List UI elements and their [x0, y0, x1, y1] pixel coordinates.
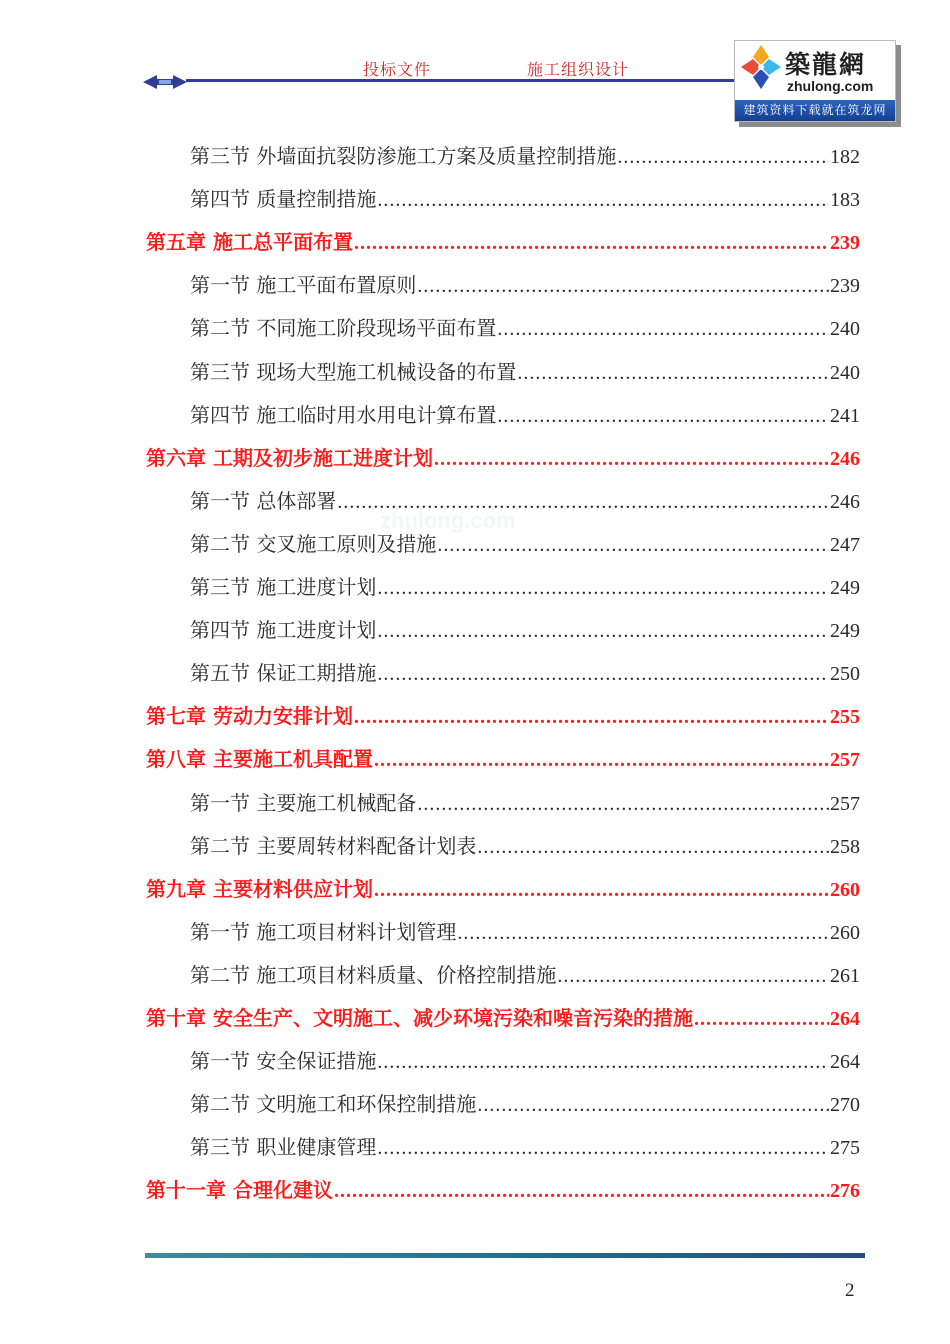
toc-dot-leader	[417, 793, 829, 816]
toc-entry-title: 第二节 交叉施工原则及措施	[190, 531, 437, 556]
toc-entry-page: 255	[830, 706, 860, 729]
toc-entry-page: 240	[830, 318, 860, 341]
toc-section-entry[interactable]	[0, 269, 860, 299]
toc-entry-title: 第三节 现场大型施工机械设备的布置	[190, 359, 517, 384]
zhulong-logo	[734, 40, 896, 122]
toc-section-entry[interactable]	[0, 1045, 860, 1075]
toc-section-entry[interactable]	[0, 571, 860, 601]
toc-entry-title: 第三节 职业健康管理	[190, 1135, 377, 1160]
toc-entry-title: 第一节 安全保证措施	[190, 1049, 377, 1074]
toc-entry-page: 249	[830, 620, 860, 643]
toc-dot-leader	[617, 146, 829, 169]
toc-section-entry[interactable]	[0, 1088, 860, 1118]
toc-entry-page: 258	[830, 835, 860, 858]
toc-chapter-entry[interactable]	[0, 1002, 860, 1032]
toc-dot-leader	[377, 620, 829, 643]
toc-entry-title: 第四节 施工进度计划	[190, 618, 377, 643]
toc-section-entry[interactable]	[0, 916, 860, 946]
toc-entry-page: 239	[830, 232, 860, 255]
header-rule	[186, 79, 736, 82]
toc-chapter-entry[interactable]	[0, 743, 860, 773]
toc-dot-leader	[497, 405, 829, 428]
footer-rule	[145, 1253, 865, 1258]
toc-entry-page: 257	[830, 749, 860, 772]
toc-entry-title: 第三节 施工进度计划	[190, 575, 377, 599]
toc-dot-leader	[694, 1008, 829, 1031]
toc-entry-page: 241	[830, 404, 860, 427]
toc-entry-title: 第九章 主要材料供应计划	[146, 876, 373, 901]
toc-dot-leader	[377, 577, 829, 600]
toc-entry-title: 第五节 保证工期措施	[190, 661, 377, 686]
toc-entry-page: 182	[830, 146, 860, 168]
toc-dot-leader	[497, 318, 829, 341]
toc-dot-leader	[334, 1180, 829, 1203]
toc-dot-leader	[354, 232, 829, 255]
toc-entry-title: 第七章 劳动力安排计划	[146, 704, 353, 729]
toc-section-entry[interactable]	[0, 183, 860, 213]
logo-chinese-name: 築龍網	[785, 50, 867, 79]
toc-entry-title: 第六章 工期及初步施工进度计划	[146, 445, 433, 470]
toc-entry-page: 246	[830, 447, 860, 470]
toc-dot-leader	[477, 1094, 829, 1117]
toc-chapter-entry[interactable]	[0, 1174, 860, 1204]
header-section-label: 施工组织设计	[527, 60, 630, 79]
toc-entry-page: 257	[830, 792, 860, 815]
toc-entry-page: 264	[830, 1051, 860, 1074]
toc-dot-leader	[354, 706, 829, 729]
toc-entry-page: 270	[830, 1094, 860, 1117]
toc-entry-page: 276	[830, 1180, 860, 1203]
toc-dot-leader	[377, 663, 829, 686]
toc-entry-title: 第一节 总体部署	[190, 488, 337, 513]
header-arrow-icon	[143, 71, 189, 93]
toc-entry-page: 240	[830, 361, 860, 384]
toc-section-entry[interactable]	[0, 485, 860, 515]
toc-dot-leader	[517, 362, 829, 385]
toc-entry-page: 183	[830, 189, 860, 212]
toc-section-entry[interactable]	[0, 830, 860, 860]
toc-dot-leader	[337, 491, 829, 514]
toc-section-entry[interactable]	[0, 528, 860, 558]
toc-entry-page: 249	[830, 577, 860, 599]
toc-section-entry[interactable]	[0, 312, 860, 342]
toc-section-entry[interactable]	[0, 787, 860, 817]
toc-dot-leader	[377, 1051, 829, 1074]
toc-entry-title: 第二节 不同施工阶段现场平面布置	[190, 316, 497, 341]
header-document-label: 投标文件	[363, 60, 432, 79]
toc-entry-page: 264	[830, 1008, 860, 1030]
toc-chapter-entry[interactable]	[0, 226, 860, 256]
toc-section-entry[interactable]	[0, 959, 860, 989]
toc-dot-leader	[477, 836, 829, 859]
toc-dot-leader	[457, 922, 829, 945]
toc-section-entry[interactable]	[0, 1131, 860, 1161]
watermark: zhulong.com	[380, 508, 516, 533]
toc-entry-page: 239	[830, 275, 860, 298]
toc-entry-title: 第二节 文明施工和环保控制措施	[190, 1092, 477, 1117]
toc-entry-title: 第一节 主要施工机械配备	[190, 790, 417, 815]
toc-dot-leader	[377, 189, 829, 212]
logo-tagline: 建筑资料下载就在筑龙网	[735, 100, 895, 121]
toc-entry-title: 第三节 外墙面抗裂防渗施工方案及质量控制措施	[190, 144, 617, 168]
toc-entry-page: 260	[830, 921, 860, 944]
toc-entry-title: 第五章 施工总平面布置	[146, 230, 353, 255]
toc-entry-page: 275	[830, 1137, 860, 1160]
toc-entry-title: 第十一章 合理化建议	[146, 1178, 333, 1203]
toc-chapter-entry[interactable]	[0, 442, 860, 472]
logo-domain: zhulong.com	[787, 78, 874, 94]
toc-dot-leader	[374, 879, 829, 902]
toc-dot-leader	[557, 965, 829, 988]
toc-dot-leader	[377, 1137, 829, 1160]
toc-dot-leader	[374, 749, 829, 772]
toc-entry-title: 第一节 施工平面布置原则	[190, 273, 417, 298]
toc-entry-title: 第一节 施工项目材料计划管理	[190, 919, 457, 944]
toc-section-entry[interactable]	[0, 657, 860, 687]
toc-section-entry[interactable]	[0, 399, 860, 429]
toc-chapter-entry[interactable]	[0, 700, 860, 730]
page-number: 2	[845, 1280, 855, 1301]
toc-entry-page: 246	[830, 490, 860, 513]
toc-dot-leader	[434, 448, 829, 471]
toc-section-entry[interactable]	[0, 614, 860, 644]
toc-section-entry[interactable]	[0, 140, 860, 170]
toc-entry-title: 第八章 主要施工机具配置	[146, 747, 373, 772]
toc-dot-leader	[437, 534, 829, 557]
toc-dot-leader	[417, 275, 829, 298]
toc-entry-page: 261	[830, 964, 860, 987]
toc-entry-title: 第二节 主要周转材料配备计划表	[190, 833, 477, 858]
toc-entry-title: 第四节 施工临时用水用电计算布置	[190, 402, 497, 427]
toc-section-entry[interactable]	[0, 356, 860, 386]
toc-entry-title: 第四节 质量控制措施	[190, 187, 377, 212]
toc-entry-page: 247	[830, 533, 860, 556]
toc-chapter-entry[interactable]	[0, 873, 860, 903]
toc-entry-title: 第二节 施工项目材料质量、价格控制措施	[190, 962, 557, 987]
pinwheel-logo-icon	[739, 43, 783, 93]
toc-entry-page: 250	[830, 663, 860, 686]
toc-entry-page: 260	[830, 878, 860, 901]
toc-entry-title: 第十章 安全生产、文明施工、减少环境污染和噪音污染的措施	[146, 1006, 693, 1030]
